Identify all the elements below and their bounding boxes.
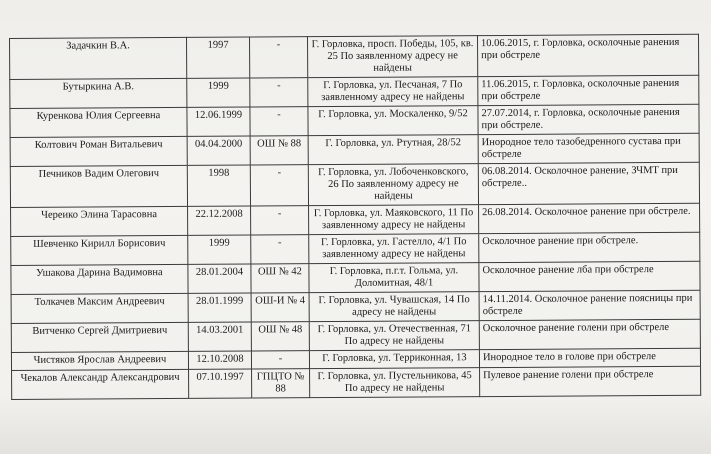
table-row bbox=[10, 34, 699, 79]
name-cell: Колтович Роман Витальевич bbox=[10, 136, 187, 166]
birth-cell: 28.01.2004 bbox=[188, 264, 251, 293]
victims-table bbox=[9, 34, 701, 400]
table-row bbox=[10, 75, 699, 108]
address-cell: Г. Горловка, просп. Победы, 105, кв. 25 По заявленному адресу не найдены bbox=[307, 36, 477, 78]
table-row bbox=[11, 261, 700, 294]
birth-cell: 12.06.1999 bbox=[187, 107, 250, 136]
school-cell: - bbox=[251, 351, 309, 369]
school-cell: - bbox=[251, 235, 309, 264]
birth-cell: 1998 bbox=[187, 165, 250, 206]
name-cell: Череико Элина Тарасовна bbox=[11, 206, 188, 236]
school-cell: - bbox=[250, 107, 308, 136]
school-cell: - bbox=[249, 37, 307, 78]
name-cell: Бутыркина А.В. bbox=[10, 78, 187, 108]
injury-cell: Инородное тело в голове при обстреле bbox=[479, 348, 700, 367]
school-cell: - bbox=[250, 78, 308, 107]
table-row bbox=[10, 133, 699, 166]
address-cell: Г. Горловка, ул. Отечественная, 71 По адресу не найдены bbox=[309, 321, 479, 351]
birth-cell: 22.12.2008 bbox=[188, 206, 251, 235]
address-cell: Г. Горловка, ул. Пустельникова, 45 По адресу не найдены bbox=[310, 368, 480, 398]
address-cell: Г. Горловка, ул. Терриконная, 13 bbox=[309, 350, 479, 369]
name-cell: Печников Вадим Олегович bbox=[10, 165, 187, 207]
injury-cell: Инородное тело тазобедренного сустава при обстреле bbox=[478, 133, 699, 163]
address-cell: Г. Горловка, ул. Москаленко, 9/52 bbox=[308, 106, 478, 136]
birth-cell: 1999 bbox=[187, 78, 250, 107]
address-cell: Г. Горловка, ул. Ртутная, 28/52 bbox=[308, 135, 478, 165]
school-cell: ОШ № 48 bbox=[251, 322, 309, 351]
injury-cell: 11.06.2015, г. Горловка, осколочные ранения при обстреле bbox=[478, 75, 699, 105]
injury-cell: 14.11.2014. Осколочное ранение поясницы при обстреле bbox=[479, 290, 700, 320]
birth-cell: 14.03.2001 bbox=[188, 322, 251, 351]
school-cell: - bbox=[251, 206, 309, 235]
school-cell: - bbox=[250, 165, 308, 206]
injury-cell: 26.08.2014. Осколочное ранение при обстреле. bbox=[479, 203, 700, 233]
school-cell: ОШ № 42 bbox=[251, 264, 309, 293]
table-row bbox=[12, 366, 701, 399]
name-cell: Чекалов Александр Александрович bbox=[12, 369, 189, 399]
birth-cell: 12.10.2008 bbox=[188, 351, 251, 369]
birth-cell: 04.04.2000 bbox=[187, 136, 250, 165]
birth-cell: 1999 bbox=[188, 235, 251, 264]
birth-cell: 28.01.1999 bbox=[188, 293, 251, 322]
injury-cell: 27.07.2014, г. Горловка, осколочные ранения при обстреле. bbox=[478, 104, 699, 134]
address-cell: Г. Горловка, ул. Маяковского, 11 По заявленному адресу не найдены bbox=[309, 205, 479, 235]
injury-cell: Осколочное ранение при обстреле. bbox=[479, 232, 700, 262]
injury-cell: Осколочное ранение лба при обстреле bbox=[479, 261, 700, 291]
school-cell: ГПЦТО № 88 bbox=[252, 369, 310, 398]
table-row bbox=[10, 104, 699, 137]
name-cell: Чистяков Ярослав Андреевич bbox=[11, 351, 188, 370]
birth-cell: 07.10.1997 bbox=[189, 369, 252, 398]
name-cell: Задачкин В.А. bbox=[10, 37, 187, 79]
name-cell: Витченко Сергей Дмитриевич bbox=[11, 322, 188, 352]
school-cell: ОШ-И № 4 bbox=[251, 293, 309, 322]
address-cell: Г. Горловка, ул. Гастелло, 4/1 По заявленному адресу не найдены bbox=[309, 234, 479, 264]
name-cell: Толкачев Максим Андреевич bbox=[11, 293, 188, 323]
address-cell: Г. Горловка, ул. Лобоченковского, 26 По заявленному адресу не найдены bbox=[308, 164, 478, 206]
name-cell: Куренкова Юлия Сергеевна bbox=[10, 107, 187, 137]
injury-cell: 10.06.2015, г. Горловка, осколочные ранения при обстреле bbox=[477, 34, 698, 76]
table-row bbox=[10, 162, 699, 207]
table-row bbox=[11, 290, 700, 323]
injury-cell: Пулевое ранение голени при обстреле bbox=[480, 366, 701, 396]
address-cell: Г. Горловка, ул. Чувашская, 14 По адресу не найдены bbox=[309, 292, 479, 322]
injury-cell: 06.08.2014. Осколочное ранение, ЗЧМТ при обстреле.. bbox=[478, 162, 699, 204]
name-cell: Ушакова Дарина Вадимовна bbox=[11, 264, 188, 294]
table-row bbox=[11, 203, 700, 236]
address-cell: Г. Горловка, ул. Песчаная, 7 По заявленному адресу не найдены bbox=[308, 77, 478, 107]
birth-cell: 1997 bbox=[186, 37, 249, 78]
school-cell: ОШ № 88 bbox=[250, 136, 308, 165]
name-cell: Шевченко Кирилл Борисович bbox=[11, 235, 188, 265]
address-cell: Г. Горловка, п.г.т. Гольма, ул. Доломитная, 48/1 bbox=[309, 263, 479, 293]
injury-cell: Осколочное ранение голени при обстреле bbox=[479, 319, 700, 349]
table-row bbox=[11, 232, 700, 265]
table-row bbox=[11, 319, 700, 352]
